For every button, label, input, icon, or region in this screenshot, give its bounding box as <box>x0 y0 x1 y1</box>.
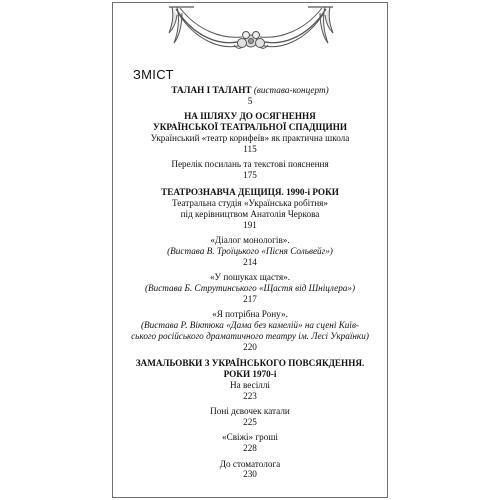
section-title: ЗАМАЛЬОВКИ З УКРАЇНСЬКОГО ПОВСЯКДЕННЯ. <box>135 358 365 369</box>
garland-ornament-icon <box>164 3 338 61</box>
toc-entry-note: (Вистава Р. Віктюка «Дама без камелій» на сцені Київ- <box>141 319 359 330</box>
toc-entry-title: «У пошуках щастя». <box>209 271 291 282</box>
page-number: 230 <box>243 469 257 480</box>
toc-entry-title: Перелік посилань та текстові пояснення <box>171 159 329 170</box>
toc-entry-title: Поні дєвочек катали <box>210 406 290 417</box>
toc-entry-title: На весіллі <box>230 380 270 391</box>
table-of-contents <box>113 85 387 480</box>
toc-entry-title: під керівництвом Анатолія Черкова <box>180 208 320 219</box>
section-note: (вистава-концерт) <box>253 85 329 95</box>
page-number: 220 <box>243 341 257 352</box>
page-number: 217 <box>243 293 257 304</box>
page-number: 5 <box>247 95 253 106</box>
page-number: 115 <box>243 143 257 154</box>
toc-entry-title: До стоматолога <box>219 458 281 469</box>
toc-entry-title: «Діалог монологів». <box>210 234 290 245</box>
section-title: РОКИ 1970-і <box>223 369 277 380</box>
section-title: НА ШЛЯХУ ДО ОСЯГНЕННЯ <box>184 111 316 122</box>
page-number: 175 <box>243 169 257 180</box>
section-title: ТАЛАН І ТАЛАНТ <box>171 85 252 95</box>
toc-entry-title: «Свіжі» гроші <box>222 432 278 443</box>
toc-entry-title: Театральна студія «Українська робітня» <box>171 197 328 208</box>
section-title: ТЕАТРОЗНАВЧА ДЕЩИЦЯ. 1990-і РОКИ <box>161 186 339 197</box>
toc-entry-title: «Я потрібна Рону». <box>212 308 288 319</box>
toc-entry-note: (Вистава В. Троїцького «Пісня Сольвейг») <box>167 245 333 256</box>
page-number: 191 <box>243 219 257 230</box>
page-number: 214 <box>243 256 257 267</box>
page-number: 223 <box>243 391 257 402</box>
page-number: 228 <box>243 443 257 454</box>
section-title: УКРАЇНСЬКОЇ ТЕАТРАЛЬНОЇ СПАДЩИНИ <box>153 122 347 133</box>
toc-entry-note: ського російського драматичного театру ім. Лесі Українки) <box>131 330 369 341</box>
book-page <box>112 2 388 498</box>
toc-entry-note: (Вистава Б. Струтинського «Щастя від Шніцлера») <box>144 282 356 293</box>
toc-entry-title: Український «театр корифеїв» як практична школа <box>150 132 350 143</box>
toc-heading: ЗМІСТ <box>133 67 174 82</box>
toc-entry <box>113 85 387 96</box>
page-number: 225 <box>243 417 257 428</box>
